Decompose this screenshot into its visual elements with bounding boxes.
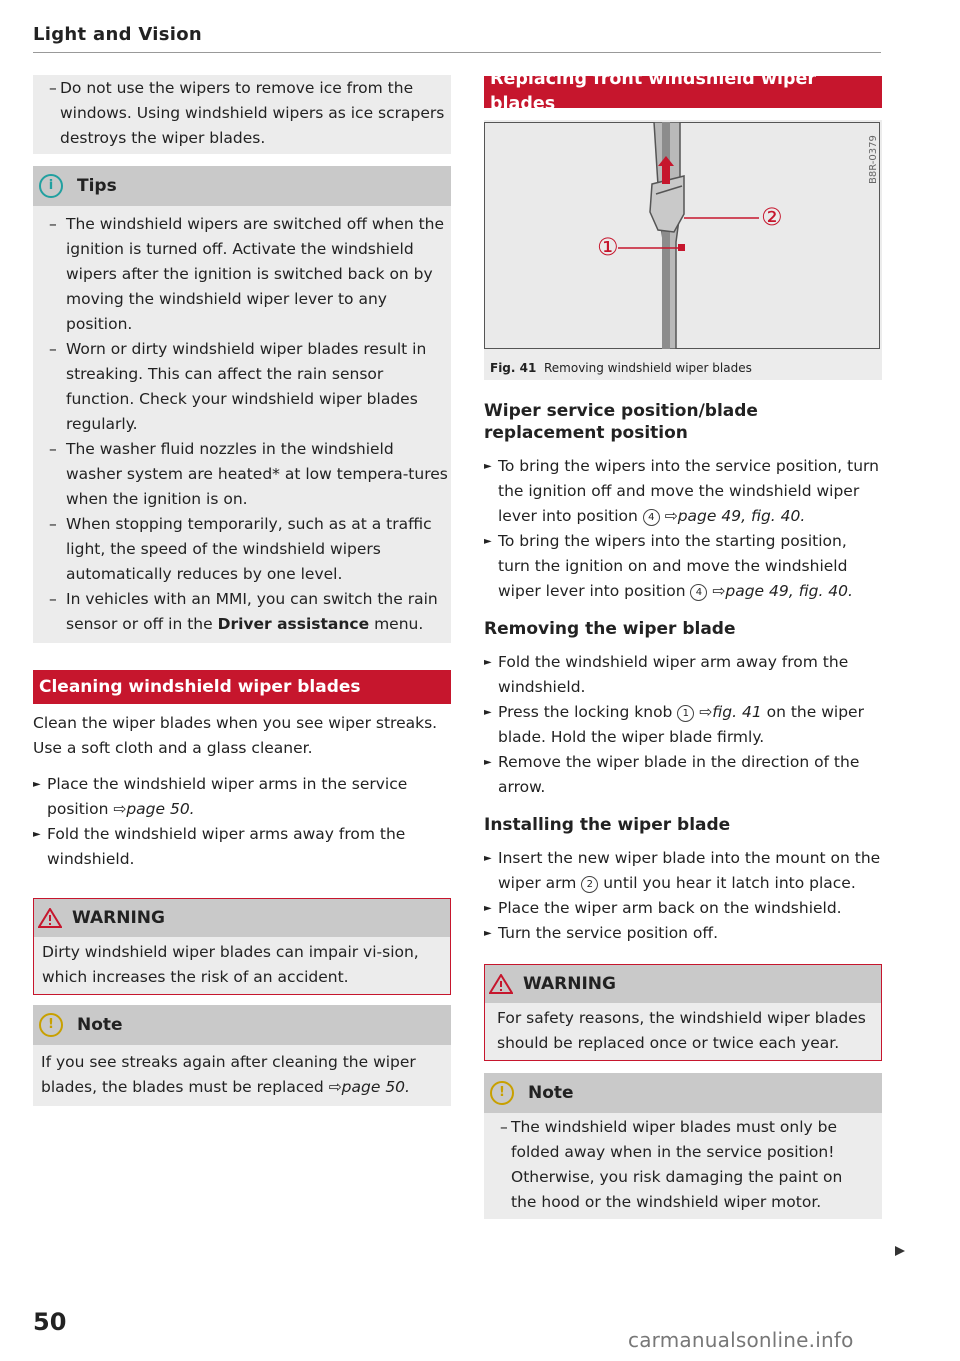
figure-ref-link[interactable]: ⇨fig. 41 — [699, 703, 762, 721]
list-item — [484, 529, 882, 604]
wiper-blade-illustration — [484, 122, 880, 349]
step-text: Press the locking knob — [498, 703, 678, 721]
note-text-body: If you see streaks again after cleaning the wiper blades, the blades must be replaced — [41, 1053, 416, 1096]
step-text: To bring the wipers into the starting position, turn the ignition on and move the windshield wiper lever into position — [498, 532, 848, 600]
cleaning-intro: Clean the wiper blades when you see wiper streaks. Use a soft cloth and a glass cleaner. — [33, 714, 438, 757]
figure-caption — [484, 357, 880, 376]
note-title: Note — [77, 1014, 123, 1035]
position-4-marker: 4 — [690, 584, 707, 601]
list-item: ► Fold the windshield wiper arm away from the windshield. — [484, 650, 882, 700]
header-title: Light and Vision — [33, 24, 202, 45]
right-column — [484, 69, 882, 1219]
page-header — [33, 22, 881, 53]
note-icon: ! — [39, 1013, 63, 1037]
note-box — [33, 1005, 451, 1106]
subheading-installing: Installing the wiper blade — [484, 815, 731, 835]
step-text: until you hear it latch into place. — [598, 874, 856, 892]
list-item: – The washer fluid nozzles in the windshield washer system are heated* at low tempera-tures when the ignition is on. — [33, 437, 451, 512]
warning-header — [485, 965, 881, 1003]
step-text: Insert the new wiper blade into the mount on the wiper arm — [498, 849, 881, 892]
list-item: ► Fold the windshield wiper arms away from the windshield. — [33, 822, 451, 872]
page-ref-link[interactable]: ⇨page 50. — [328, 1078, 410, 1096]
section-title-cleaning: Cleaning windshield wiper blades — [33, 670, 451, 704]
note-box — [484, 1073, 882, 1219]
note-title: Note — [528, 1082, 574, 1103]
intro-warning-continuation — [33, 75, 451, 154]
info-icon: i — [39, 174, 63, 198]
figure-41 — [484, 120, 882, 380]
list-item: – Do not use the wipers to remove ice from the windows. Using windshield wipers as ice scrapers destroys the wiper blades. — [33, 76, 451, 151]
knob-1-marker: 1 — [677, 705, 694, 722]
left-column — [33, 75, 451, 1106]
page-number: 50 — [33, 1308, 67, 1336]
tips-title: Tips — [77, 175, 117, 196]
list-item — [484, 846, 882, 896]
note-text — [33, 1045, 451, 1106]
note-header — [484, 1073, 882, 1113]
watermark: carmanualsonline.info — [628, 1328, 854, 1352]
page-ref-link[interactable]: ⇨page 49, fig. 40. — [664, 507, 806, 525]
warning-box — [33, 898, 451, 995]
warning-box — [484, 964, 882, 1061]
list-item: – The windshield wiper blades must only be folded away when in the service position! Otherwise, you risk damaging the paint on the hood or the windshield wiper motor. — [484, 1115, 882, 1215]
list-item: – When stopping temporarily, such as at a traffic light, the speed of the windshield wipers automatically reduces by one level. — [33, 512, 451, 587]
driver-assistance-label: Driver assistance — [217, 615, 370, 633]
list-item-text: menu. — [369, 615, 424, 633]
list-item: ► Turn the service position off. — [484, 921, 882, 946]
page-ref-link[interactable]: ⇨page 50. — [113, 800, 195, 818]
list-item: ► Place the wiper arm back on the windshield. — [484, 896, 882, 921]
warning-title: WARNING — [72, 907, 165, 928]
note-header — [33, 1005, 451, 1045]
figure-number: Fig. 41 — [490, 361, 537, 375]
warning-text: For safety reasons, the windshield wiper blades should be replaced once or twice each year. — [485, 1003, 881, 1060]
list-item: – Worn or dirty windshield wiper blades result in streaking. This can affect the rain sensor function. Check your windshield wiper blades regularly. — [33, 337, 451, 437]
warning-triangle-icon — [489, 974, 513, 994]
step-text: Place the windshield wiper arms in the service position — [47, 775, 408, 818]
figure-code: B8R-0379 — [868, 135, 879, 184]
list-item — [33, 772, 451, 822]
callout-1: ① — [597, 233, 619, 261]
tips-header — [33, 166, 451, 206]
figure-caption-text: Removing windshield wiper blades — [543, 361, 752, 375]
list-item: ► Remove the wiper blade in the direction of the arrow. — [484, 750, 882, 800]
section-title-replacing: Replacing front windshield wiper blades — [484, 76, 882, 108]
page-ref-link[interactable]: ⇨page 49, fig. 40. — [712, 582, 853, 600]
warning-header — [34, 899, 450, 937]
tips-box — [33, 166, 451, 643]
list-item — [484, 700, 882, 750]
list-item — [484, 454, 882, 529]
list-item-text: In vehicles with an MMI, you can switch the rain sensor or off in the — [66, 590, 438, 633]
list-item: – The windshield wipers are switched off when the ignition is turned off. Activate the windshield wipers after the ignition is switched back on by moving the windshield wiper lever to any position. — [33, 212, 451, 337]
position-4-marker: 4 — [643, 509, 660, 526]
list-item — [33, 587, 451, 637]
warning-title: WARNING — [523, 973, 616, 994]
continue-arrow-icon — [893, 1244, 907, 1258]
subheading-removing: Removing the wiper blade — [484, 619, 736, 639]
step-text: on the wiper blade. Hold the wiper blade firmly. — [498, 703, 864, 746]
note-icon: ! — [490, 1081, 514, 1105]
callout-2: ② — [761, 203, 783, 231]
subheading-service: Wiper service position/blade replacement position — [484, 401, 758, 443]
warning-triangle-icon — [38, 908, 62, 928]
warning-text: Dirty windshield wiper blades can impair vi-sion, which increases the risk of an accident. — [34, 937, 450, 994]
step-text: To bring the wipers into the service position, turn the ignition off and move the windshield wiper lever into position — [498, 457, 879, 525]
arm-2-marker: 2 — [581, 876, 598, 893]
